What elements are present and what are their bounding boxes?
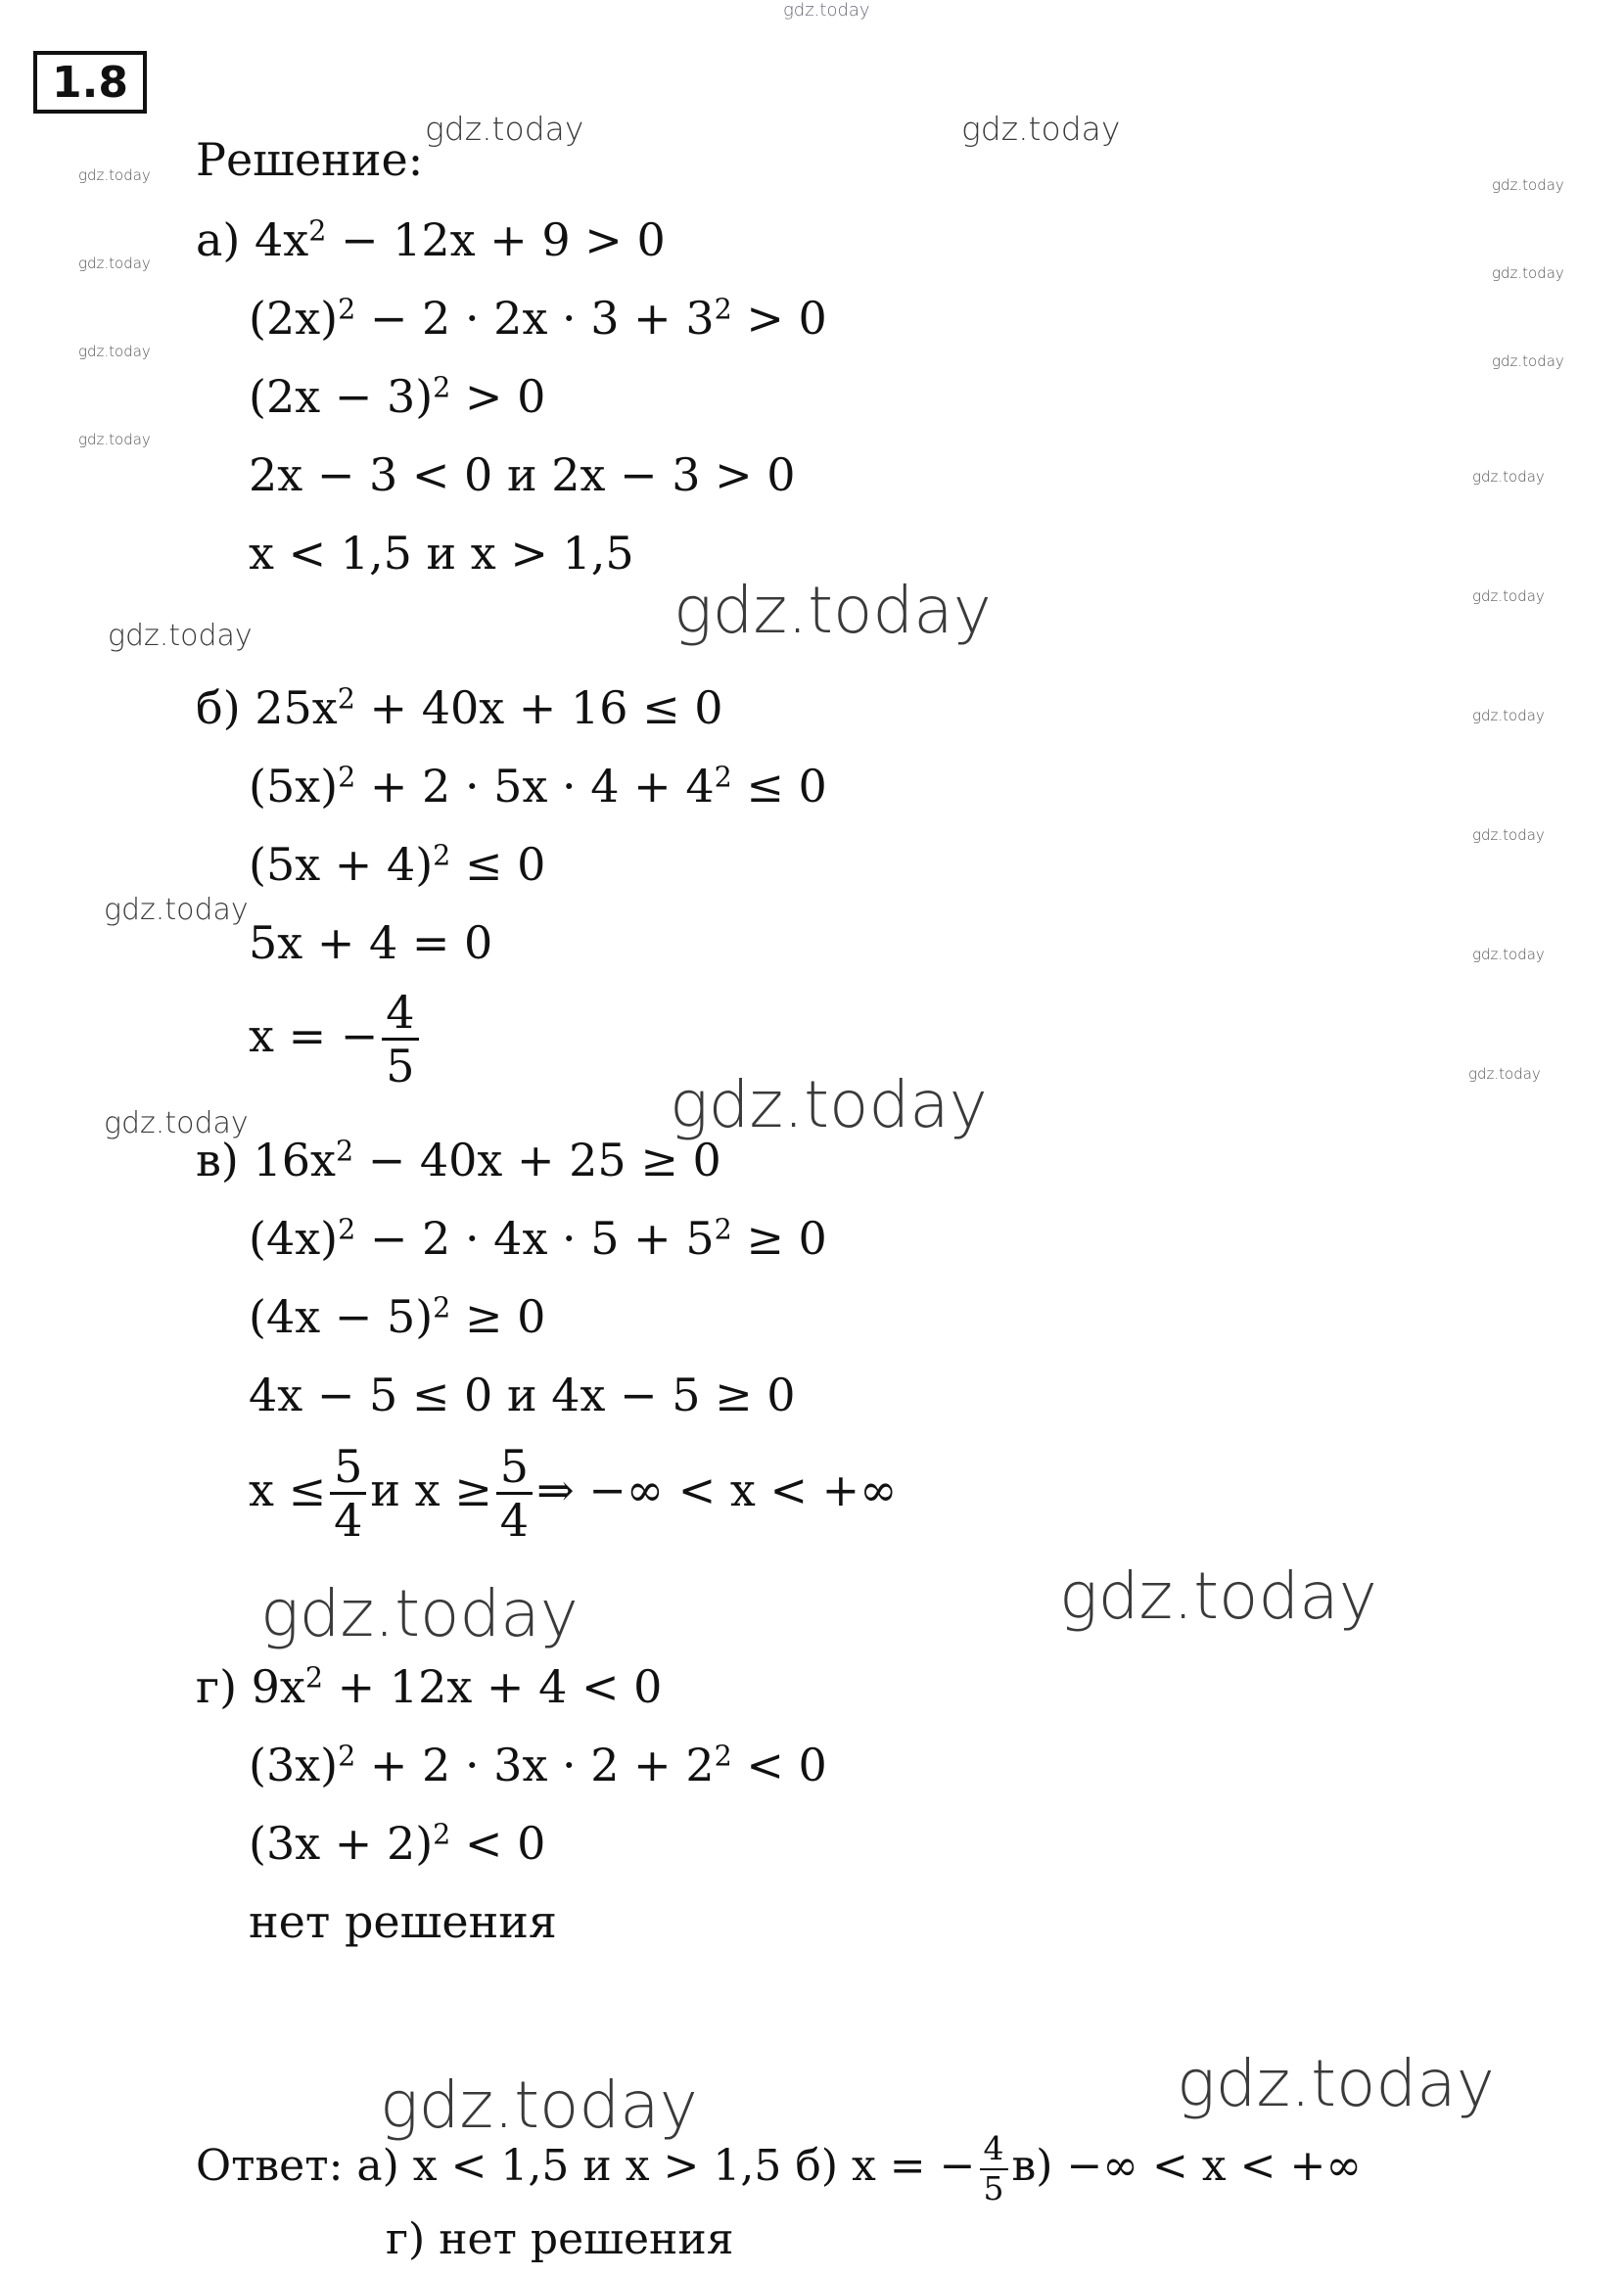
answer-line-1: Ответ: а) x < 1,5 и x > 1,5 б) x = − $\frac{4}{5}$ в) −∞ < x < +∞: [196, 2129, 1362, 2207]
part-d-line-4: нет решения: [249, 1895, 557, 1948]
watermark: gdz.today: [961, 110, 1121, 148]
watermark: gdz.today: [108, 619, 253, 653]
part-b-line-4: 5x + 4 = 0: [249, 916, 493, 969]
watermark: gdz.today: [380, 2067, 698, 2143]
watermark: gdz.today: [1472, 587, 1545, 605]
part-b-line-5: x = − $\frac{4}{5}$: [249, 989, 423, 1091]
watermark: gdz.today: [670, 1067, 988, 1142]
part-a-line-2: $(2x)^2 - 2 \cdot 2x \cdot 3 + 3^2 > 0$: [249, 292, 827, 345]
part-c-line-3: $(4x - 5)^2 \ge 0$: [249, 1290, 546, 1343]
watermark: gdz.today: [78, 166, 151, 184]
part-a-line-5: x < 1,5 и x > 1,5: [249, 527, 634, 580]
watermark: gdz.today: [1472, 946, 1545, 963]
part-a-line-1: а) $4x^2 - 12x + 9 > 0$: [196, 213, 666, 266]
watermark: gdz.today: [78, 255, 151, 272]
problem-number: 1.8: [33, 51, 147, 114]
watermark: gdz.today: [1472, 826, 1545, 844]
watermark: gdz.today: [104, 893, 249, 927]
part-b-line-3: $(5x + 4)^2 \le 0$: [249, 838, 546, 891]
watermark: gdz.today: [78, 431, 151, 448]
solution-label: Решение:: [196, 133, 424, 186]
watermark: gdz.today: [1472, 468, 1545, 486]
fraction: $\frac{4}{5}$: [382, 989, 418, 1091]
part-c-line-2: $(4x)^2 - 2 \cdot 4x \cdot 5 + 5^2 \ge 0$: [249, 1212, 827, 1265]
watermark: gdz.today: [1059, 1558, 1377, 1634]
part-a-line-4: 2x − 3 < 0 и 2x − 3 > 0: [249, 448, 796, 501]
answer-line-2: г) нет решения: [386, 2214, 734, 2264]
part-d-line-3: $(3x + 2)^2 < 0$: [249, 1817, 546, 1870]
watermark: gdz.today: [1492, 264, 1564, 282]
part-c-line-1: в) $16x^2 - 40x + 25 \ge 0$: [196, 1134, 721, 1186]
part-b-line-2: $(5x)^2 + 2 \cdot 5x \cdot 4 + 4^2 \le 0$: [249, 760, 827, 813]
watermark-top: gdz.today: [783, 0, 870, 21]
fraction: $\frac{4}{5}$: [980, 2132, 1008, 2206]
watermark: gdz.today: [78, 343, 151, 360]
watermark: gdz.today: [1177, 2046, 1495, 2121]
answer-label: Ответ:: [196, 2141, 344, 2192]
watermark: gdz.today: [1492, 176, 1564, 194]
part-a-line-3: $(2x - 3)^2 > 0$: [249, 370, 546, 423]
watermark: gdz.today: [1468, 1065, 1541, 1083]
watermark: gdz.today: [1492, 352, 1564, 370]
watermark: gdz.today: [260, 1576, 579, 1651]
part-b-line-1: б) $25x^2 + 40x + 16 \le 0$: [196, 681, 723, 734]
fraction: $\frac{5}{4}$: [330, 1443, 366, 1545]
part-c-line-4: 4x − 5 ≤ 0 и 4x − 5 ≥ 0: [249, 1369, 796, 1421]
part-c-line-5: x ≤ $\frac{5}{4}$ и x ≥ $\frac{5}{4}$ ⇒ −∞ < x < +∞: [249, 1440, 898, 1548]
part-d-line-1: г) $9x^2 + 12x + 4 < 0$: [196, 1660, 663, 1713]
watermark: gdz.today: [425, 110, 584, 148]
fraction: $\frac{5}{4}$: [496, 1443, 533, 1545]
watermark: gdz.today: [104, 1106, 249, 1140]
watermark: gdz.today: [673, 573, 992, 648]
watermark: gdz.today: [1472, 707, 1545, 724]
part-d-line-2: $(3x)^2 + 2 \cdot 3x \cdot 2 + 2^2 < 0$: [249, 1739, 827, 1791]
